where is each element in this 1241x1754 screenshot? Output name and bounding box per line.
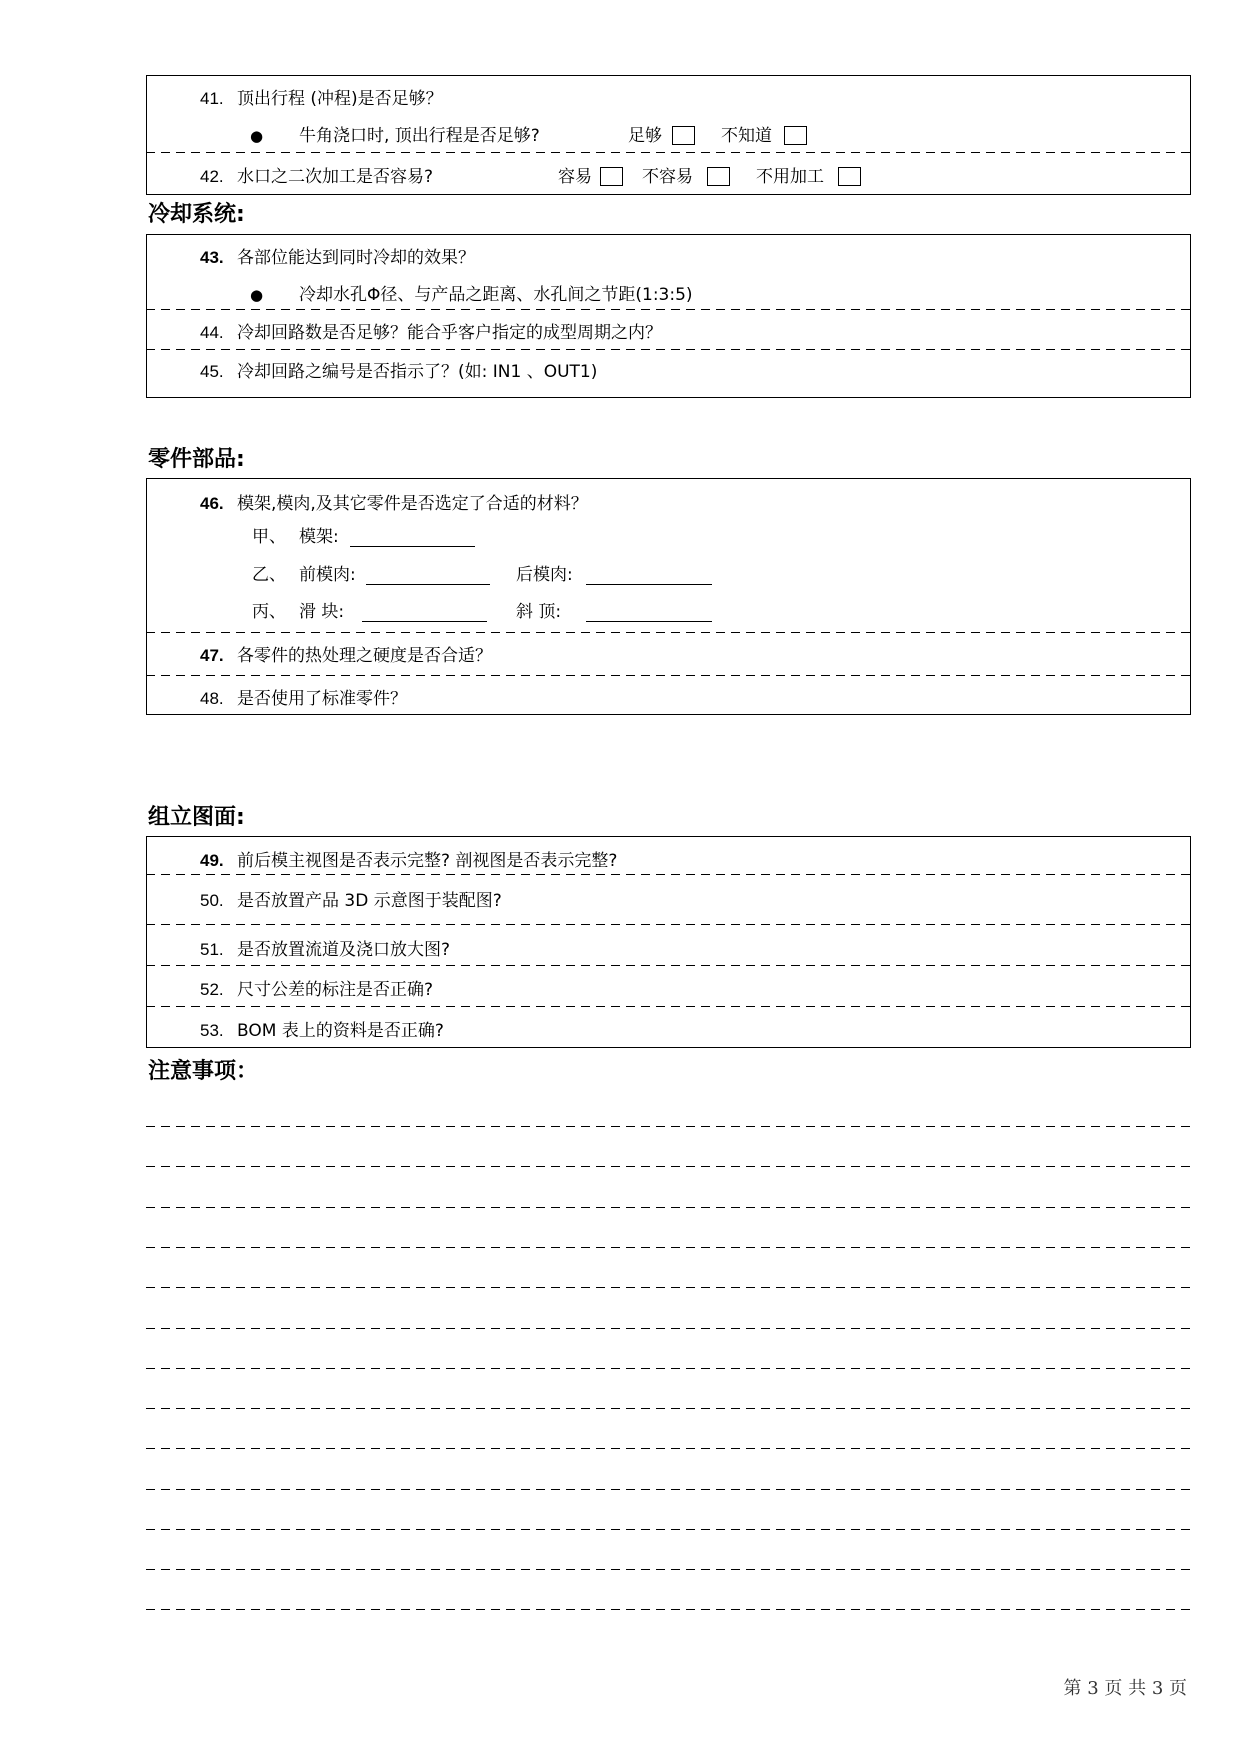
notes-writing-line[interactable] [146,1207,1191,1208]
row-divider [146,1006,1191,1007]
row-divider [146,965,1191,966]
item-text-49: 前后模主视图是否表示完整? 剖视图是否表示完整? [237,851,618,871]
notes-writing-line[interactable] [146,1166,1191,1167]
item-text-47: 各零件的热处理之硬度是否合适？ [237,646,492,666]
item-text-52: 尺寸公差的标注是否正确? [237,980,434,1000]
notes-writing-line[interactable] [146,1408,1191,1409]
notes-writing-line[interactable] [146,1126,1191,1127]
item-number-53: 53. [200,1021,224,1040]
item-subtext-43: 冷却水孔Φ径、与产品之距离、水孔间之节距(1:3:5) [299,285,693,305]
section-heading-parts: 零件部品: [148,447,245,472]
item-text-50: 是否放置产品 3D 示意图于装配图? [237,891,502,911]
notes-writing-line[interactable] [146,1247,1191,1248]
page-number: 第 3 页 共 3 页 [1063,1678,1187,1699]
notes-writing-line[interactable] [146,1328,1191,1329]
row-marker-jia: 甲、 [252,527,286,547]
checkbox-easy[interactable] [600,167,623,186]
section-heading-notes: 注意事项： [148,1059,259,1084]
row-divider [146,632,1191,633]
item-text-44: 冷却回路数是否足够？能合乎客户指定的成型周期之内？ [237,323,662,343]
bullet-icon: ● [250,286,264,304]
mold-base-material-field[interactable] [350,546,475,547]
lifter-material-field[interactable] [586,621,712,622]
checkbox-unknown[interactable] [784,126,807,145]
row-divider [146,874,1191,875]
item-subtext-41: 牛角浇口时, 顶出行程是否足够? [299,126,540,146]
cavity-insert-material-field[interactable] [366,584,490,585]
item-number-50: 50. [200,891,224,910]
item-text-48: 是否使用了标准零件？ [237,689,407,709]
item-number-44: 44. [200,323,224,342]
item-text-51: 是否放置流道及浇口放大图? [237,940,451,960]
row-divider [146,309,1191,310]
item-number-46: 46. [200,494,224,513]
option-label-not-easy: 不容易 [642,167,693,187]
row-divider [146,349,1191,350]
item-number-47: 47. [200,646,224,665]
item-number-41: 41. [200,89,224,108]
option-label-unknown: 不知道 [721,126,772,146]
item-text-45: 冷却回路之编号是否指示了？(如: IN1 、OUT1) [237,362,598,382]
checkbox-not-easy[interactable] [707,167,730,186]
checkbox-enough[interactable] [672,126,695,145]
item-number-45: 45. [200,362,224,381]
bullet-icon: ● [250,127,264,145]
row-divider [146,152,1191,153]
notes-writing-line[interactable] [146,1448,1191,1449]
core-insert-material-field[interactable] [586,584,712,585]
field-label-slider: 滑 块: [299,602,345,622]
notes-writing-line[interactable] [146,1287,1191,1288]
item-number-52: 52. [200,980,224,999]
notes-writing-line[interactable] [146,1489,1191,1490]
item-number-43: 43. [200,248,224,267]
field-label-core-insert: 后模肉: [516,565,573,585]
notes-writing-line[interactable] [146,1609,1191,1610]
row-divider [146,924,1191,925]
section-heading-assembly: 组立图面: [148,805,245,830]
slider-material-field[interactable] [362,621,487,622]
row-marker-bing: 丙、 [252,602,286,622]
item-text-42: 水口之二次加工是否容易? [237,167,434,187]
item-text-41: 顶出行程 (冲程)是否足够？ [237,89,443,109]
field-label-mold-base: 模架: [299,527,339,547]
row-divider [146,675,1191,676]
row-marker-yi: 乙、 [252,565,286,585]
notes-writing-line[interactable] [146,1529,1191,1530]
field-label-lifter: 斜 顶: [516,602,562,622]
item-text-46: 模架,模肉,及其它零件是否选定了合适的材料？ [237,494,588,514]
item-number-49: 49. [200,851,224,870]
option-label-easy: 容易 [558,167,592,187]
section-heading-cooling: 冷却系统: [148,202,245,227]
notes-writing-line[interactable] [146,1368,1191,1369]
item-text-53: BOM 表上的资料是否正确? [237,1021,444,1041]
notes-writing-line[interactable] [146,1569,1191,1570]
checkbox-no-machining[interactable] [838,167,861,186]
item-number-51: 51. [200,940,224,959]
field-label-cavity-insert: 前模肉: [299,565,356,585]
option-label-no-machining: 不用加工 [756,167,824,187]
item-text-43: 各部位能达到同时冷却的效果？ [237,248,475,268]
item-number-48: 48. [200,689,224,708]
item-number-42: 42. [200,167,224,186]
option-label-enough: 足够 [628,126,662,146]
